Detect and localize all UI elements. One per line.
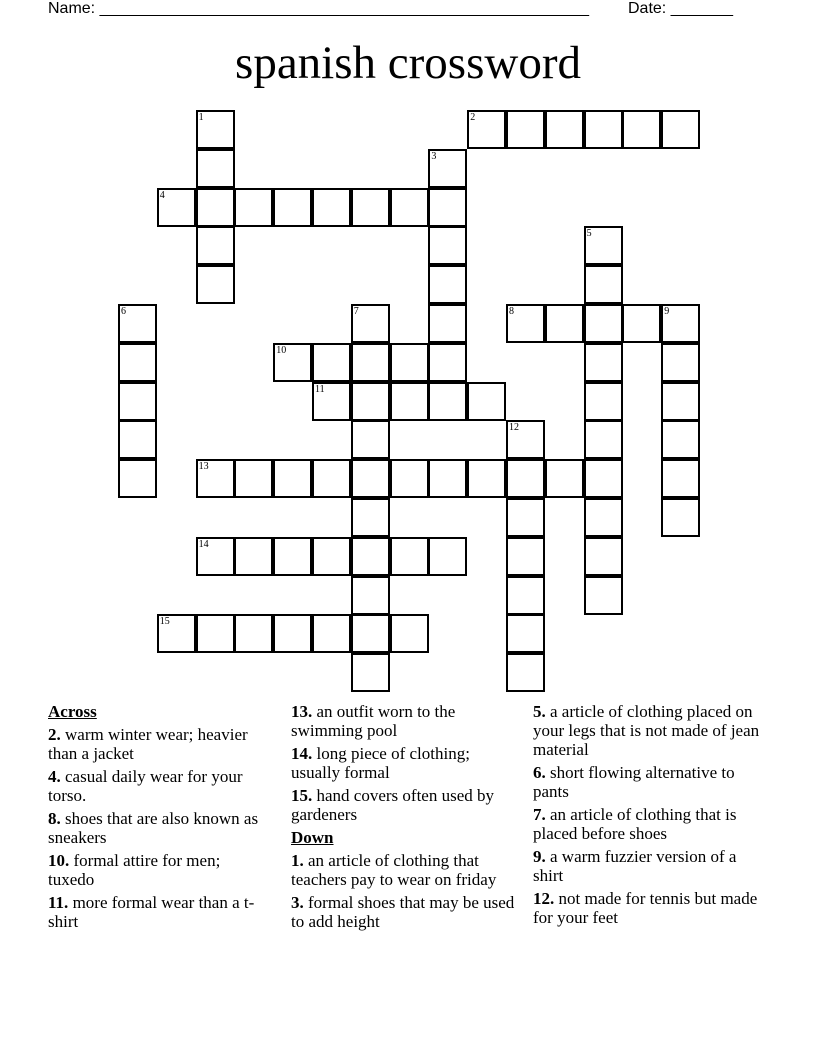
clue-down-9: 9. a warm fuzzier version of a shirt bbox=[533, 847, 737, 885]
crossword-cell[interactable] bbox=[351, 188, 390, 227]
crossword-cell[interactable] bbox=[506, 304, 545, 343]
crossword-cell[interactable] bbox=[622, 304, 661, 343]
clue-number: 6 bbox=[121, 306, 126, 317]
clue-down-6: 6. short flowing alternative to pants bbox=[533, 763, 735, 801]
crossword-cell[interactable] bbox=[351, 576, 390, 615]
crossword-cell[interactable] bbox=[196, 110, 235, 149]
crossword-cell[interactable] bbox=[545, 304, 584, 343]
crossword-cell[interactable] bbox=[428, 382, 467, 421]
crossword-cell[interactable] bbox=[428, 265, 467, 304]
crossword-cell[interactable] bbox=[118, 420, 157, 459]
crossword-cell[interactable] bbox=[661, 304, 700, 343]
crossword-cell[interactable] bbox=[467, 382, 506, 421]
crossword-cell[interactable] bbox=[584, 537, 623, 576]
crossword-cell[interactable] bbox=[312, 614, 351, 653]
crossword-cell[interactable] bbox=[273, 188, 312, 227]
crossword-cell[interactable] bbox=[467, 459, 506, 498]
crossword-cell[interactable] bbox=[506, 459, 545, 498]
crossword-cell[interactable] bbox=[467, 110, 506, 149]
crossword-cell[interactable] bbox=[661, 498, 700, 537]
clue-number: 5 bbox=[586, 228, 592, 240]
crossword-cell[interactable] bbox=[157, 188, 196, 227]
crossword-cell[interactable] bbox=[584, 265, 623, 304]
crossword-cell[interactable] bbox=[584, 576, 623, 615]
crossword-cell[interactable] bbox=[312, 343, 351, 382]
crossword-cell[interactable] bbox=[196, 459, 235, 498]
crossword-cell[interactable] bbox=[622, 110, 661, 149]
clue-number: 14 bbox=[198, 538, 209, 550]
crossword-cell[interactable] bbox=[390, 614, 429, 653]
crossword-cell[interactable] bbox=[661, 420, 700, 459]
crossword-cell[interactable] bbox=[196, 614, 235, 653]
clue-down-5: 5. a article of clothing placed on your legs that is not made of jean material bbox=[533, 702, 760, 759]
crossword-cell[interactable] bbox=[390, 459, 429, 498]
crossword-cell[interactable] bbox=[584, 459, 623, 498]
clue-number: 9 bbox=[664, 306, 670, 317]
crossword-cell[interactable] bbox=[351, 614, 390, 653]
clue-across-15: 15. hand covers often used by gardeners bbox=[291, 786, 495, 824]
clues-column-1 bbox=[48, 702, 270, 935]
crossword-cell[interactable] bbox=[351, 382, 390, 421]
clue-number: 12 bbox=[509, 422, 519, 434]
clue-across-13: 13. an outfit worn to the swimming pool bbox=[291, 702, 456, 740]
crossword-cell[interactable] bbox=[196, 537, 235, 576]
crossword-cell[interactable] bbox=[584, 382, 623, 421]
crossword-cell[interactable] bbox=[196, 188, 235, 227]
crossword-cell[interactable] bbox=[196, 265, 235, 304]
clue-number: 2 bbox=[470, 112, 476, 123]
crossword-cell[interactable] bbox=[661, 343, 700, 382]
crossword-cell[interactable] bbox=[234, 188, 273, 227]
crossword-cell[interactable] bbox=[118, 459, 157, 498]
crossword-cell[interactable] bbox=[584, 226, 623, 265]
clue-number: 1 bbox=[198, 112, 204, 123]
crossword-cell[interactable] bbox=[428, 459, 467, 498]
crossword-cell[interactable] bbox=[273, 459, 312, 498]
crossword-cell[interactable] bbox=[584, 110, 623, 149]
crossword-cell[interactable] bbox=[234, 459, 273, 498]
clue-down-1: 1. an article of clothing that teachers pay to wear on friday bbox=[291, 851, 497, 889]
clue-across-2: 2. warm winter wear; heavier than a jacket bbox=[48, 725, 248, 763]
clue-number: 11 bbox=[315, 383, 325, 395]
crossword-cell[interactable] bbox=[118, 304, 157, 343]
crossword-cell[interactable] bbox=[661, 110, 700, 149]
crossword-cell[interactable] bbox=[118, 382, 157, 421]
crossword-cell[interactable] bbox=[312, 537, 351, 576]
clue-number: 8 bbox=[509, 306, 514, 317]
crossword-cell[interactable] bbox=[273, 537, 312, 576]
crossword-cell[interactable] bbox=[584, 343, 623, 382]
crossword-cell[interactable] bbox=[234, 614, 273, 653]
name-field[interactable]: Name: _______________________________________________________ bbox=[48, 0, 589, 17]
crossword-cell[interactable] bbox=[234, 537, 273, 576]
crossword-cell[interactable] bbox=[428, 149, 467, 188]
crossword-cell[interactable] bbox=[584, 420, 623, 459]
crossword-cell[interactable] bbox=[584, 498, 623, 537]
clues-column-3 bbox=[533, 702, 765, 931]
crossword-cell[interactable] bbox=[661, 382, 700, 421]
crossword-cell[interactable] bbox=[273, 343, 312, 382]
crossword-cell[interactable] bbox=[428, 226, 467, 265]
crossword-cell[interactable] bbox=[351, 343, 390, 382]
clue-number: 3 bbox=[431, 150, 437, 162]
crossword-cell[interactable] bbox=[428, 343, 467, 382]
clue-down-7: 7. an article of clothing that is placed before shoes bbox=[533, 805, 737, 843]
clue-number: 13 bbox=[198, 461, 209, 473]
clues-column-2 bbox=[291, 702, 519, 935]
crossword-cell[interactable] bbox=[506, 420, 545, 459]
crossword-cell[interactable] bbox=[545, 110, 584, 149]
crossword-cell[interactable] bbox=[273, 614, 312, 653]
crossword-cell[interactable] bbox=[428, 537, 467, 576]
crossword-cell[interactable] bbox=[390, 343, 429, 382]
clue-down-12: 12. not made for tennis but made for your feet bbox=[533, 889, 758, 927]
crossword-cell[interactable] bbox=[196, 226, 235, 265]
clue-number: 4 bbox=[159, 189, 165, 201]
crossword-cell[interactable] bbox=[428, 188, 467, 227]
crossword-cell[interactable] bbox=[506, 537, 545, 576]
crossword-cell[interactable] bbox=[428, 304, 467, 343]
crossword-cell[interactable] bbox=[390, 382, 429, 421]
crossword-cell[interactable] bbox=[584, 304, 623, 343]
crossword-cell[interactable] bbox=[351, 459, 390, 498]
crossword-cell[interactable] bbox=[312, 382, 351, 421]
crossword-cell[interactable] bbox=[506, 576, 545, 615]
clue-across-4: 4. casual daily wear for your torso. bbox=[48, 767, 243, 805]
crossword-cell[interactable] bbox=[390, 537, 429, 576]
crossword-cell[interactable] bbox=[351, 420, 390, 459]
clue-number: 7 bbox=[353, 306, 359, 317]
crossword-cell[interactable] bbox=[506, 110, 545, 149]
date-field[interactable]: Date: _______ bbox=[628, 0, 733, 17]
crossword-cell[interactable] bbox=[506, 653, 545, 692]
clue-across-10: 10. formal attire for men; tuxedo bbox=[48, 851, 221, 889]
crossword-cell[interactable] bbox=[506, 614, 545, 653]
clue-across-11: 11. more formal wear than a t-shirt bbox=[48, 893, 255, 931]
crossword-cell[interactable] bbox=[351, 653, 390, 692]
crossword-cell[interactable] bbox=[661, 459, 700, 498]
crossword-cell[interactable] bbox=[351, 498, 390, 537]
page-title: spanish crossword bbox=[235, 37, 581, 89]
crossword-cell[interactable] bbox=[157, 614, 196, 653]
crossword-cell[interactable] bbox=[351, 537, 390, 576]
crossword-cell[interactable] bbox=[312, 459, 351, 498]
crossword-cell[interactable] bbox=[312, 188, 351, 227]
clue-across-8: 8. shoes that are also known as sneakers bbox=[48, 809, 259, 847]
clue-number: 10 bbox=[276, 344, 287, 356]
clue-number: 15 bbox=[159, 616, 170, 628]
crossword-cell[interactable] bbox=[506, 498, 545, 537]
across-heading: Across bbox=[48, 702, 97, 721]
down-heading: Down bbox=[291, 828, 334, 847]
crossword-cell[interactable] bbox=[351, 304, 390, 343]
crossword-cell[interactable] bbox=[545, 459, 584, 498]
clue-down-3: 3. formal shoes that may be used to add height bbox=[291, 893, 515, 931]
crossword-cell[interactable] bbox=[196, 149, 235, 188]
crossword-cell[interactable] bbox=[118, 343, 157, 382]
crossword-cell[interactable] bbox=[390, 188, 429, 227]
clue-across-14: 14. long piece of clothing; usually formal bbox=[291, 744, 470, 782]
